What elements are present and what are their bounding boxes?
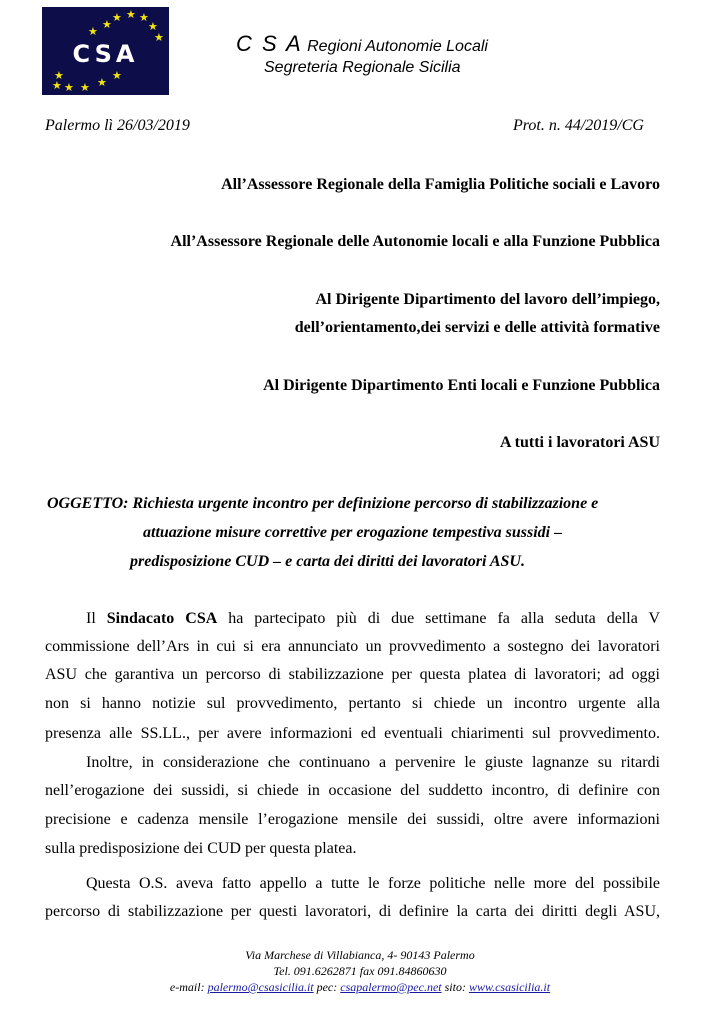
website-link[interactable]: www.csasicilia.it xyxy=(468,980,551,994)
star-icon: ★ xyxy=(64,82,74,94)
star-icon: ★ xyxy=(112,12,122,24)
footer-phone: Tel. 091.6262871 fax 091.84860630 xyxy=(273,964,447,978)
text: ha partecipato più di due settimane fa alla seduta della V xyxy=(217,610,661,627)
pec-link[interactable]: csapalermo@pec.net xyxy=(340,980,442,994)
body-line: precisione e cadenza mensile l’erogazione mensile dei sussidi, oltre avere informazioni xyxy=(45,811,660,828)
place-date: Palermo lì 26/03/2019 xyxy=(45,117,190,134)
star-icon: ★ xyxy=(80,82,90,94)
org-subtitle: Regioni Autonomie Locali xyxy=(307,38,488,55)
star-icon: ★ xyxy=(88,26,98,38)
star-icon: ★ xyxy=(154,32,164,44)
csa-logo xyxy=(42,7,169,95)
subject-line: OGGETTO: Richiesta urgente incontro per definizione percorso di stabilizzazione e xyxy=(47,495,599,512)
body-line: ASU che garantiva un percorso di stabilizzazione per questa platea di lavoratori; ad oggi xyxy=(45,666,660,683)
protocol-number: Prot. n. 44/2019/CG xyxy=(513,117,644,134)
email-link[interactable]: palermo@csasicilia.it xyxy=(207,980,314,994)
recipient: dell’orientamento,dei servizi e delle attività formative xyxy=(294,319,660,336)
body-line xyxy=(86,610,660,628)
star-icon: ★ xyxy=(126,9,136,21)
footer-contacts xyxy=(0,980,720,994)
body-line: nell’erogazione dei sussidi, si chiede in occasione del suddetto incontro, di definire con xyxy=(45,782,660,799)
org-name: C S A xyxy=(236,31,303,56)
recipient: A tutti i lavoratori ASU xyxy=(500,434,660,451)
body-line: percorso di stabilizzazione per questi lavoratori, di definire la carta dei diritti degli ASU, xyxy=(45,903,660,920)
star-icon: ★ xyxy=(148,21,158,33)
star-icon: ★ xyxy=(112,70,122,82)
recipient: All’Assessore Regionale della Famiglia Politiche sociali e Lavoro xyxy=(221,176,660,193)
pec-label: pec: xyxy=(313,980,341,994)
recipient: Al Dirigente Dipartimento del lavoro dell’impiego, xyxy=(315,291,660,308)
letterhead-subtitle: Segreteria Regionale Sicilia xyxy=(264,59,461,76)
star-icon: ★ xyxy=(102,19,112,31)
recipient: All’Assessore Regionale delle Autonomie locali e alla Funzione Pubblica xyxy=(170,233,660,250)
body-line: presenza alle SS.LL., per avere informazioni ed eventuali chiarimenti sul provvedimento. xyxy=(45,725,660,742)
star-icon: ★ xyxy=(54,70,64,82)
letterhead-title xyxy=(236,31,488,57)
star-icon: ★ xyxy=(139,12,149,24)
body-line: Inoltre, in considerazione che continuano a pervenire le giuste lagnanze su ritardi xyxy=(86,754,660,771)
bold-text: Sindacato CSA xyxy=(106,610,218,627)
star-icon: ★ xyxy=(97,77,107,89)
logo-text: CSA xyxy=(72,40,139,68)
subject-line: predisposizione CUD – e carta dei diritti dei lavoratori ASU. xyxy=(130,553,525,570)
subject-line: attuazione misure correttive per erogazione tempestiva sussidi – xyxy=(143,524,563,541)
body-line: sulla predisposizione dei CUD per questa platea. xyxy=(45,840,357,857)
body-line: commissione dell’Ars in cui si era annunciato un provvedimento a sostegno dei lavoratori xyxy=(45,638,660,655)
footer-address: Via Marchese di Villabianca, 4- 90143 Palermo xyxy=(245,948,475,962)
recipient: Al Dirigente Dipartimento Enti locali e Funzione Pubblica xyxy=(263,377,660,394)
email-label: e-mail: xyxy=(169,980,208,994)
body-line: Questa O.S. aveva fatto appello a tutte le forze politiche nelle more del possibile xyxy=(86,875,660,892)
star-icon: ★ xyxy=(52,80,62,92)
text: Il xyxy=(86,610,107,627)
body-line: non si hanno notizie sul provvedimento, pertanto si chiede un incontro urgente alla xyxy=(45,695,660,712)
site-label: sito: xyxy=(441,980,469,994)
